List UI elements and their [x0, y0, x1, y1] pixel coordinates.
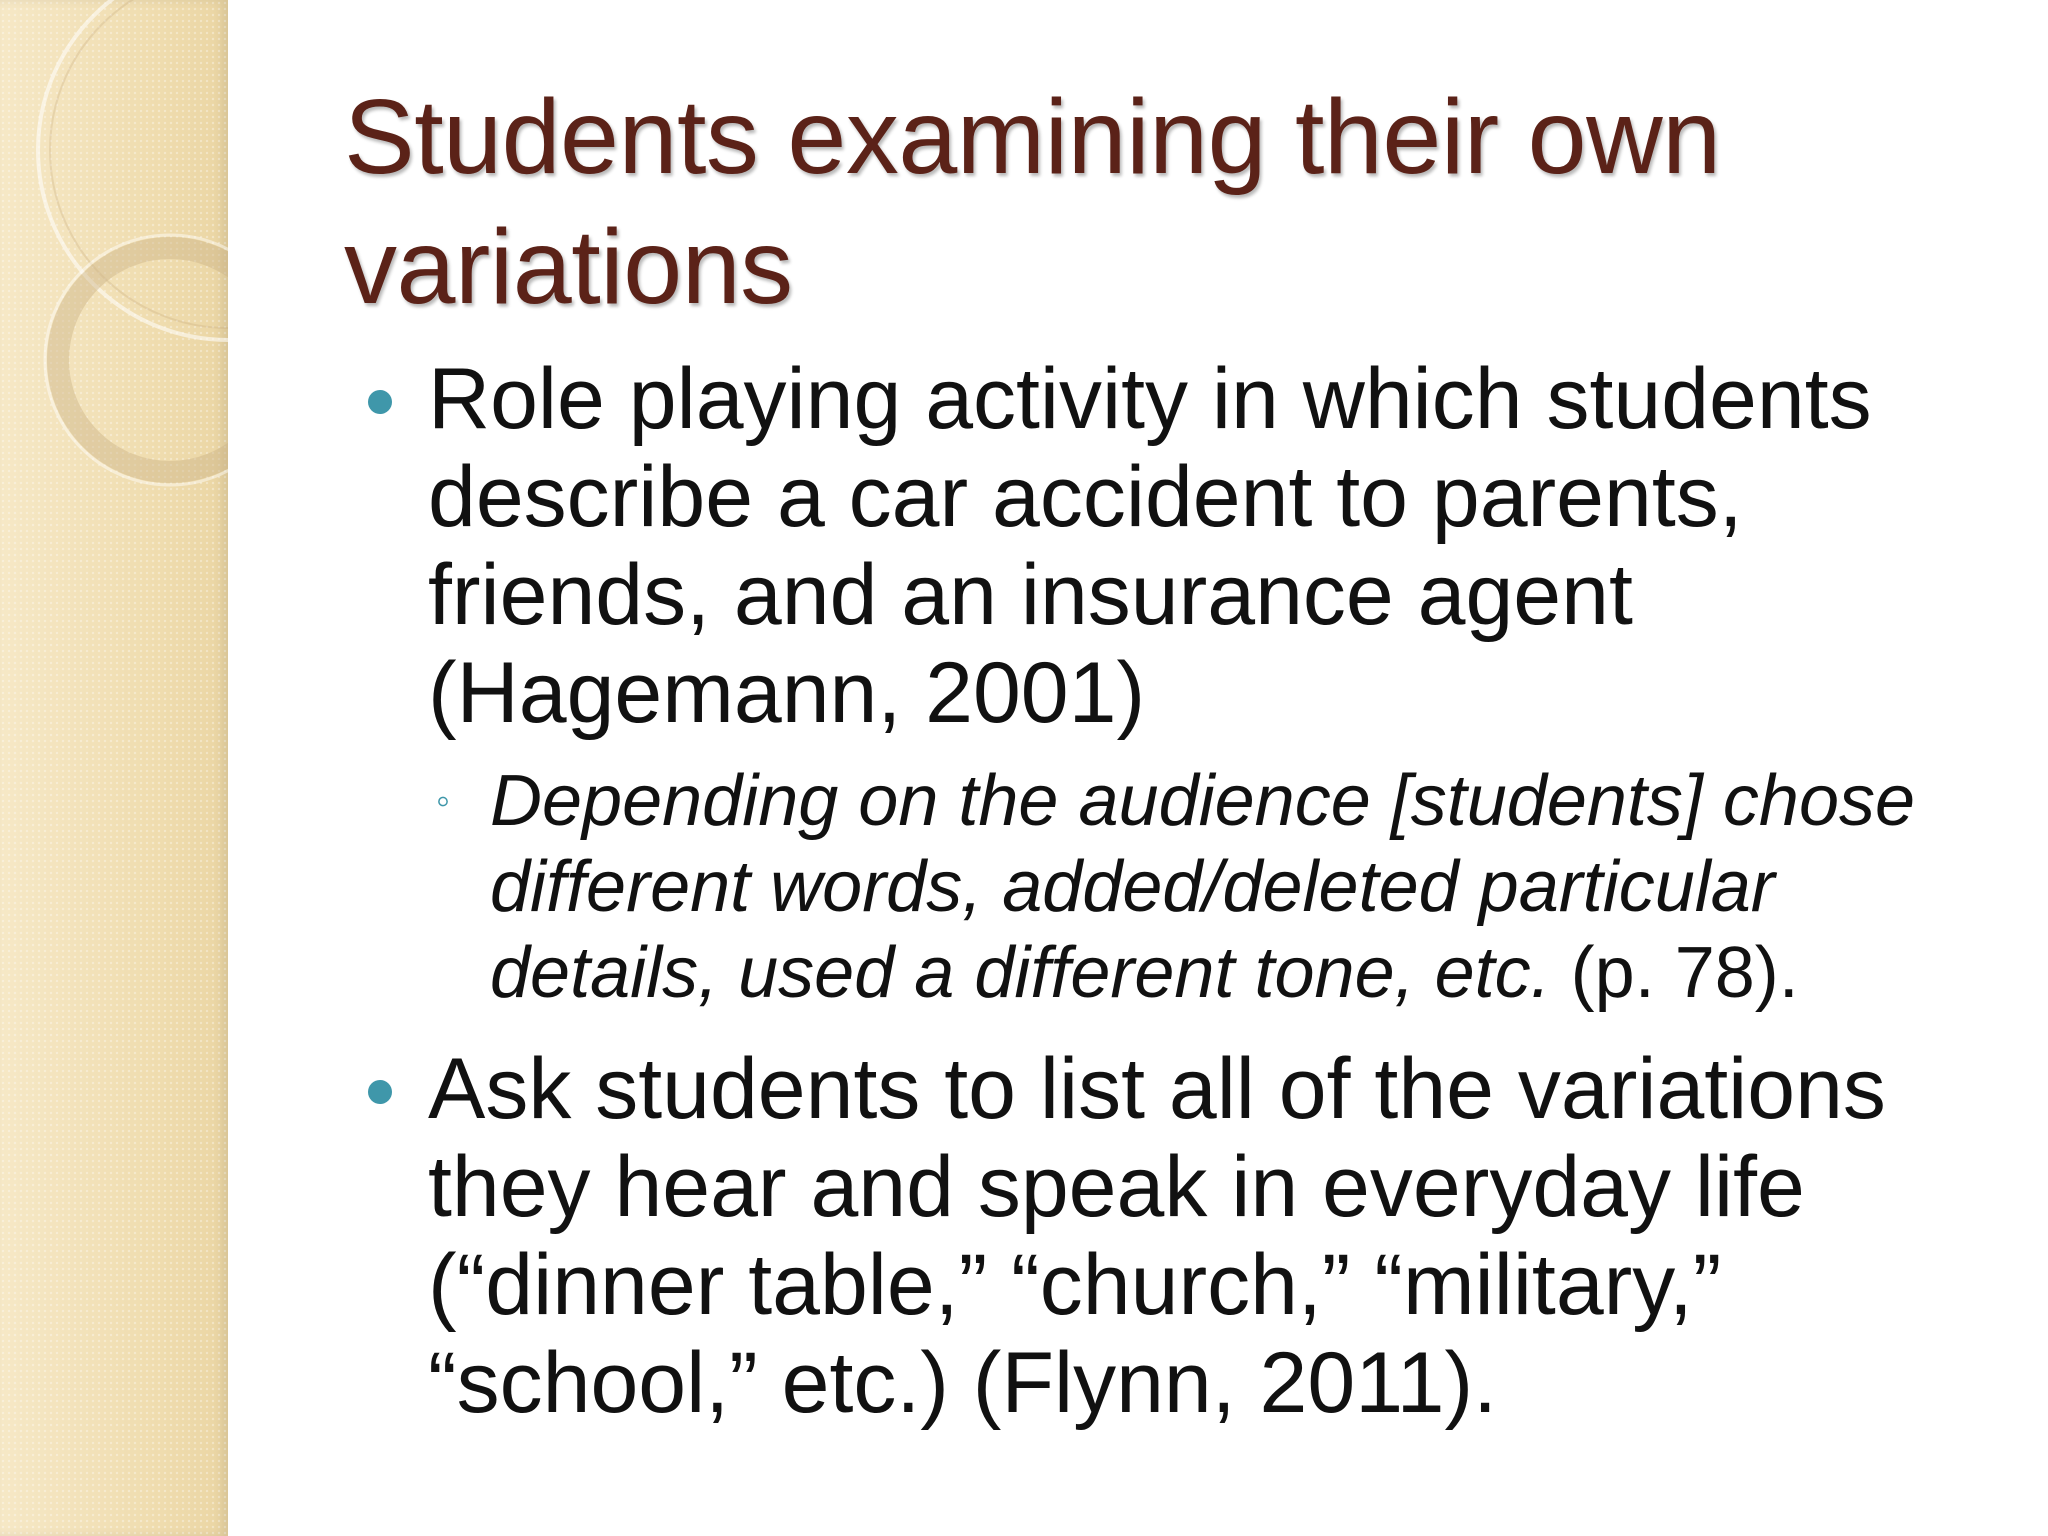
bullet-text: Ask students to list all of the variations they hear and speak in everyday life (“dinner table,” “church,” “military,” “school,” etc.) (Flynn, 2011). [428, 1041, 1886, 1431]
slide-content [344, 350, 1984, 1432]
bullet-item [344, 350, 1984, 742]
slide-title: Students examining their own variations [344, 78, 1721, 326]
sub-bullet-italic-text: Depending on the audience [students] chose different words, added/deleted particular details, used a different tone, etc. [490, 761, 1916, 1013]
bullet-text: Role playing activity in which students describe a car accident to parents, friends, and an insurance agent (Hagemann, 2001) [428, 351, 1872, 741]
sub-bullet-citation: (p. 78). [1550, 933, 1799, 1013]
bullet-dot-icon [368, 390, 392, 414]
decorative-rings [0, 0, 228, 1536]
hollow-circle-icon: ◦ [436, 779, 451, 823]
bullet-dot-icon [368, 1080, 392, 1104]
decorative-side-panel [0, 0, 228, 1536]
bullet-item [344, 1040, 1984, 1432]
sub-bullet-item [344, 758, 1984, 1016]
